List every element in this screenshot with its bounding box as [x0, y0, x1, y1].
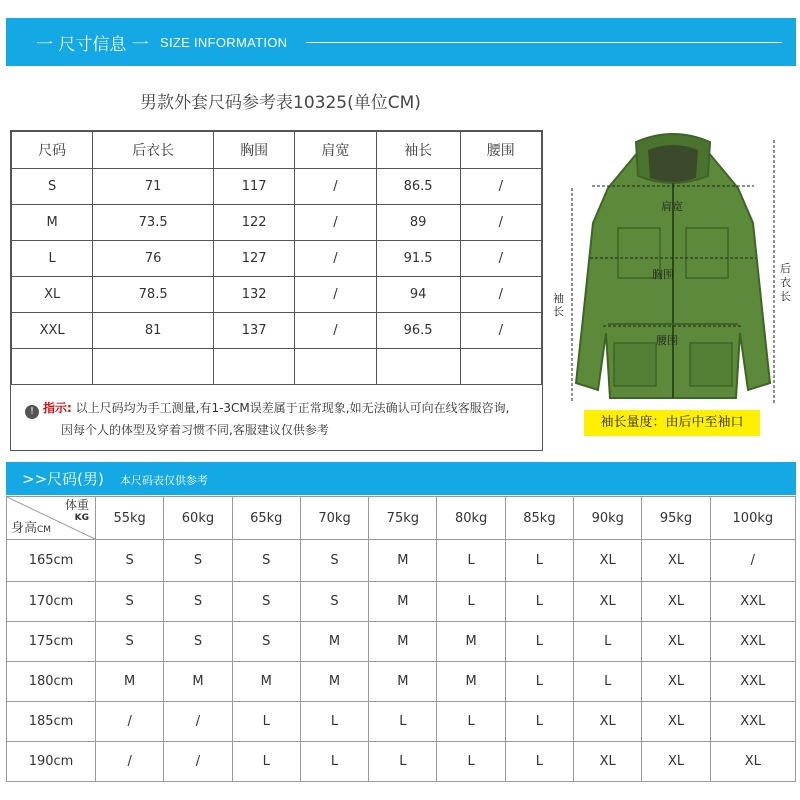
table-cell: [376, 349, 460, 385]
height-cell: 180cm: [7, 662, 96, 702]
size-cell: M: [232, 662, 300, 702]
size-cell: /: [164, 702, 232, 742]
size-cell: /: [710, 540, 795, 582]
size-cell: L: [505, 742, 573, 782]
size-cell: M: [300, 622, 368, 662]
table-cell: 78.5: [93, 277, 214, 313]
label-waist: 腰围: [656, 334, 678, 347]
size-info-banner: [6, 18, 796, 66]
corner-weight-unit: KG: [74, 513, 89, 523]
table-row: [7, 622, 796, 662]
sleeve-measure-note: 袖长量度：由后中至袖口: [584, 410, 760, 436]
table-cell: /: [460, 241, 541, 277]
header-cell: 袖长: [376, 132, 460, 169]
weight-header: 70kg: [300, 497, 368, 540]
size-cell: S: [232, 582, 300, 622]
size-cell: XL: [642, 622, 710, 662]
table-cell: /: [295, 205, 376, 241]
table-cell: 132: [213, 277, 294, 313]
table-cell: 81: [93, 313, 214, 349]
size-cell: S: [96, 622, 164, 662]
weight-header: 95kg: [642, 497, 710, 540]
height-cell: 190cm: [7, 742, 96, 782]
table-cell: /: [460, 277, 541, 313]
size-cell: XL: [574, 742, 642, 782]
size-cell: L: [369, 742, 437, 782]
table-row: [12, 169, 542, 205]
size-table-box: [10, 130, 543, 451]
table-cell: 89: [376, 205, 460, 241]
table-row: [7, 662, 796, 702]
table-cell: /: [460, 205, 541, 241]
size-cell: L: [300, 702, 368, 742]
table-cell: /: [295, 313, 376, 349]
weight-header: 80kg: [437, 497, 505, 540]
size-cell: L: [232, 702, 300, 742]
weight-header: 100kg: [710, 497, 795, 540]
size-cell: M: [96, 662, 164, 702]
size-cell: L: [574, 662, 642, 702]
table-row: [12, 241, 542, 277]
corner-weight: 体重: [64, 498, 89, 512]
info-icon: !: [25, 405, 39, 419]
table-cell: S: [12, 169, 93, 205]
size-cell: S: [300, 582, 368, 622]
table-row: [12, 277, 542, 313]
header-cell: 胸围: [213, 132, 294, 169]
size-cell: L: [505, 662, 573, 702]
table-cell: 127: [213, 241, 294, 277]
note-line-2: 因每个人的体型及穿着习惯不同,客服建议仅供参考: [61, 423, 329, 437]
size-cell: L: [505, 540, 573, 582]
size-cell: L: [437, 742, 505, 782]
label-back-length: 后衣长: [780, 262, 791, 303]
table-row: [7, 702, 796, 742]
table-cell: XL: [12, 277, 93, 313]
fit-chart-banner: [6, 462, 796, 495]
table-cell: [93, 349, 214, 385]
size-cell: S: [232, 540, 300, 582]
size-cell: XL: [710, 742, 795, 782]
size-cell: M: [369, 582, 437, 622]
fit-table: [6, 496, 796, 782]
label-shoulder: 肩宽: [661, 200, 683, 213]
table-cell: /: [295, 169, 376, 205]
size-cell: S: [164, 540, 232, 582]
size-cell: XL: [574, 582, 642, 622]
table-cell: /: [295, 241, 376, 277]
size-cell: S: [300, 540, 368, 582]
size-cell: XL: [574, 702, 642, 742]
banner-title-en: SIZE INFORMATION: [160, 35, 288, 50]
size-cell: XL: [642, 582, 710, 622]
corner-cell: [7, 497, 96, 540]
weight-header: 75kg: [369, 497, 437, 540]
size-cell: XL: [642, 742, 710, 782]
size-cell: M: [300, 662, 368, 702]
table-cell: /: [460, 169, 541, 205]
table-cell: [460, 349, 541, 385]
size-table: [11, 131, 542, 385]
size-cell: M: [437, 622, 505, 662]
header-cell: 尺码: [12, 132, 93, 169]
table-row: [7, 742, 796, 782]
fit-table-header: [7, 497, 796, 540]
height-cell: 165cm: [7, 540, 96, 582]
table-cell: 71: [93, 169, 214, 205]
size-cell: S: [164, 582, 232, 622]
header-cell: 肩宽: [295, 132, 376, 169]
header-cell: 后衣长: [93, 132, 214, 169]
size-cell: XL: [642, 662, 710, 702]
table-cell: /: [460, 313, 541, 349]
size-cell: L: [232, 742, 300, 782]
size-cell: M: [437, 662, 505, 702]
size-cell: XXL: [710, 702, 795, 742]
fit-chart-note: 本尺码表仅供参考: [120, 474, 208, 487]
size-table-header: [12, 132, 542, 169]
table-cell: /: [295, 277, 376, 313]
table-cell: 91.5: [376, 241, 460, 277]
size-chart-title: 男款外套尺码参考表10325(单位CM): [140, 93, 421, 113]
height-cell: 170cm: [7, 582, 96, 622]
weight-header: 65kg: [232, 497, 300, 540]
fit-chart-title: >>尺码(男): [22, 470, 104, 488]
note-lead: 指示:: [43, 401, 72, 415]
note-line-1: 以上尺码均为手工测量,有1-3CM误差属于正常现象,如无法确认可向在线客服咨询,: [75, 401, 510, 415]
size-cell: XL: [642, 702, 710, 742]
label-sleeve: 袖长: [553, 292, 564, 318]
size-cell: L: [505, 622, 573, 662]
size-cell: XXL: [710, 582, 795, 622]
size-cell: XXL: [710, 622, 795, 662]
table-cell: 86.5: [376, 169, 460, 205]
measurement-note: [25, 397, 540, 441]
table-cell: XXL: [12, 313, 93, 349]
fleece-collar: [648, 145, 698, 182]
table-row: [7, 582, 796, 622]
table-cell: 137: [213, 313, 294, 349]
table-cell: 76: [93, 241, 214, 277]
size-cell: M: [164, 662, 232, 702]
table-row-empty: [12, 349, 542, 385]
size-cell: L: [574, 622, 642, 662]
size-cell: /: [96, 702, 164, 742]
size-cell: S: [96, 540, 164, 582]
table-cell: [213, 349, 294, 385]
table-row: [7, 540, 796, 582]
table-cell: [295, 349, 376, 385]
corner-height-unit: CM: [37, 525, 52, 535]
table-cell: [12, 349, 93, 385]
weight-header: 55kg: [96, 497, 164, 540]
size-cell: S: [164, 622, 232, 662]
size-cell: M: [369, 662, 437, 702]
table-row: [12, 205, 542, 241]
table-cell: M: [12, 205, 93, 241]
size-cell: L: [505, 582, 573, 622]
label-chest: 胸围: [652, 268, 674, 281]
table-cell: 122: [213, 205, 294, 241]
size-cell: XL: [574, 540, 642, 582]
corner-height: 身高: [11, 521, 38, 536]
size-cell: L: [300, 742, 368, 782]
size-cell: /: [96, 742, 164, 782]
table-cell: 96.5: [376, 313, 460, 349]
size-cell: S: [96, 582, 164, 622]
height-cell: 175cm: [7, 622, 96, 662]
size-cell: L: [437, 540, 505, 582]
table-cell: 117: [213, 169, 294, 205]
table-cell: L: [12, 241, 93, 277]
size-cell: M: [369, 540, 437, 582]
height-cell: 185cm: [7, 702, 96, 742]
banner-title-cn: 一 尺寸信息 一: [36, 35, 149, 55]
size-cell: XXL: [710, 662, 795, 702]
size-cell: S: [232, 622, 300, 662]
size-cell: L: [437, 582, 505, 622]
header-cell: 腰围: [460, 132, 541, 169]
size-cell: L: [505, 702, 573, 742]
jacket-image: [548, 128, 798, 448]
weight-header: 90kg: [574, 497, 642, 540]
size-cell: M: [369, 622, 437, 662]
table-cell: 94: [376, 277, 460, 313]
banner-divider: [306, 42, 782, 43]
table-cell: 73.5: [93, 205, 214, 241]
weight-header: 60kg: [164, 497, 232, 540]
size-cell: L: [369, 702, 437, 742]
weight-header: 85kg: [505, 497, 573, 540]
fit-table-body: [7, 540, 796, 782]
size-cell: XL: [642, 540, 710, 582]
size-cell: L: [437, 702, 505, 742]
size-cell: /: [164, 742, 232, 782]
table-row: [12, 313, 542, 349]
